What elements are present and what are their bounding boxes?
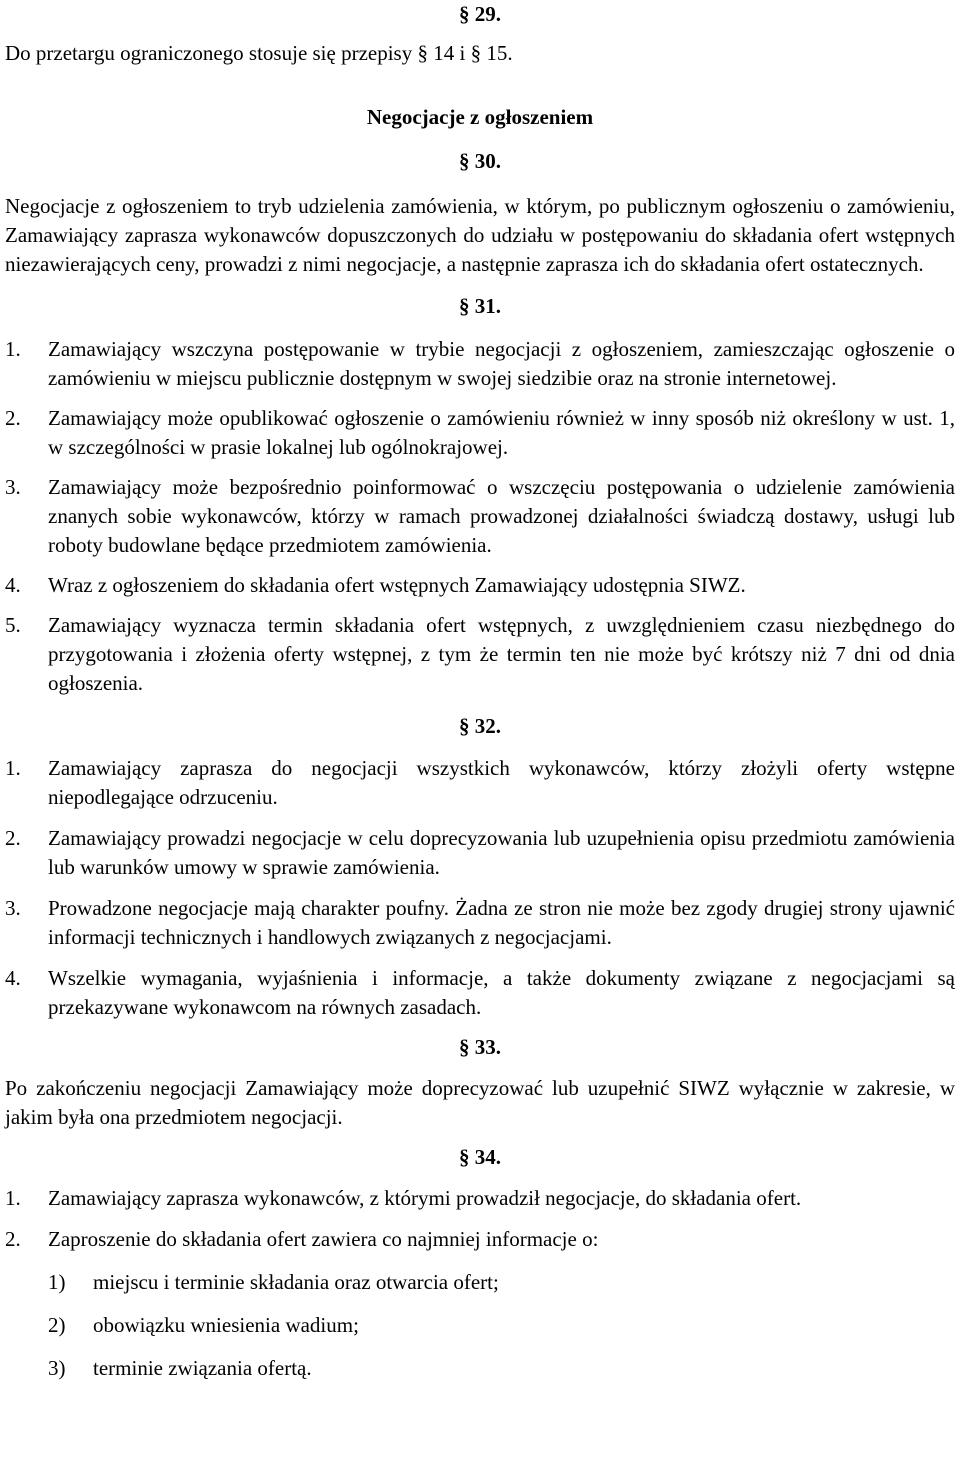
negotiations-title: Negocjacje z ogłoszeniem xyxy=(366,105,594,129)
s31-item-1-num: 1. xyxy=(5,337,21,361)
s31-item-5-num: 5. xyxy=(5,613,21,637)
s32-item-4 xyxy=(5,964,955,1022)
s32-item-3 xyxy=(5,894,955,952)
s32-item-3-text: Prowadzone negocjacje mają charakter poufny. Żadna ze stron nie może bez zgody drugiej strony ujawnić informacji technicznych i handlowych związanych z negocjacjami. xyxy=(48,896,955,949)
s32-item-4-num: 4. xyxy=(5,966,21,990)
section-heading-29: § 29. xyxy=(459,2,501,26)
s34-item-2-text: Zaproszenie do składania ofert zawiera co najmniej informacje o: xyxy=(48,1227,599,1251)
s31-item-1 xyxy=(5,335,955,393)
section-33-text: Po zakończeniu negocjacji Zamawiający może doprecyzować lub uzupełnić SIWZ wyłącznie w zakresie, w jakim była ona przedmiotem negocjacji. xyxy=(5,1076,955,1129)
section-heading-30: § 30. xyxy=(459,149,501,173)
s34-subitem-3-num: 3) xyxy=(48,1356,66,1380)
s31-item-4-num: 4. xyxy=(5,573,21,597)
s31-item-4-text: Wraz z ogłoszeniem do składania ofert wstępnych Zamawiający udostępnia SIWZ. xyxy=(48,573,746,597)
s34-item-1 xyxy=(5,1184,955,1213)
s31-item-3 xyxy=(5,473,955,560)
section-heading-34: § 34. xyxy=(459,1145,501,1169)
s31-item-3-num: 3. xyxy=(5,475,21,499)
s34-subitem-1-num: 1) xyxy=(48,1270,66,1294)
s32-item-2-num: 2. xyxy=(5,826,21,850)
s34-item-1-text: Zamawiający zaprasza wykonawców, z którymi prowadził negocjacje, do składania ofert. xyxy=(48,1186,802,1210)
s32-item-4-text: Wszelkie wymagania, wyjaśnienia i informacje, a także dokumenty związane z negocjacjami są przekazywane wykonawcom na równych zasadach. xyxy=(48,966,955,1019)
s32-item-1 xyxy=(5,754,955,812)
s32-item-2 xyxy=(5,824,955,882)
s32-item-3-num: 3. xyxy=(5,896,21,920)
s32-item-1-text: Zamawiający zaprasza do negocjacji wszystkich wykonawców, którzy złożyli oferty wstępne niepodlegające odrzuceniu. xyxy=(48,756,955,809)
document-page xyxy=(5,0,955,1383)
s34-subitem-1-text: miejscu i terminie składania oraz otwarcia ofert; xyxy=(93,1270,499,1294)
s31-item-2-text: Zamawiający może opublikować ogłoszenie o zamówieniu również w inny sposób niż określony w ust. 1, w szczególności w prasie lokalnej lub ogólnokrajowej. xyxy=(48,406,955,459)
section-29-text: Do przetargu ograniczonego stosuje się przepisy § 14 i § 15. xyxy=(5,41,513,65)
s34-subitem-3 xyxy=(5,1354,955,1383)
s31-item-5-text: Zamawiający wyznacza termin składania ofert wstępnych, z uwzględnieniem czasu niezbędnego do przygotowania i złożenia oferty wstępnej, z tym że termin ten nie może być krótszy niż 7 dni od dnia ogłoszenia. xyxy=(48,613,955,695)
s34-subitem-2 xyxy=(5,1311,955,1340)
s34-item-2-num: 2. xyxy=(5,1227,21,1251)
s31-item-2-num: 2. xyxy=(5,406,21,430)
s34-subitem-2-text: obowiązku wniesienia wadium; xyxy=(93,1313,359,1337)
s31-item-5 xyxy=(5,611,955,698)
section-heading-32: § 32. xyxy=(459,714,501,738)
s34-item-2 xyxy=(5,1225,955,1254)
s31-item-3-text: Zamawiający może bezpośrednio poinformować o wszczęciu postępowania o udzielenie zamówienia znanych sobie wykonawców, którzy w ramach prowadzonej działalności świadczą dostawy, usługi lub roboty budowlane będące przedmiotem zamówienia. xyxy=(48,475,955,557)
s34-subitem-1 xyxy=(5,1268,955,1297)
section-heading-31: § 31. xyxy=(459,294,501,318)
s31-item-4 xyxy=(5,571,955,600)
section-heading-33: § 33. xyxy=(459,1035,501,1059)
s31-item-2 xyxy=(5,404,955,462)
s32-item-1-num: 1. xyxy=(5,756,21,780)
s34-subitem-3-text: terminie związania ofertą. xyxy=(93,1356,312,1380)
s34-subitem-2-num: 2) xyxy=(48,1313,66,1337)
s34-item-1-num: 1. xyxy=(5,1186,21,1210)
s32-item-2-text: Zamawiający prowadzi negocjacje w celu doprecyzowania lub uzupełnienia opisu przedmiotu zamówienia lub warunków umowy w sprawie zamówienia. xyxy=(48,826,955,879)
section-30-text: Negocjacje z ogłoszeniem to tryb udzielenia zamówienia, w którym, po publicznym ogłoszeniu o zamówieniu, Zamawiający zaprasza wykonawców dopuszczonych do udziału w postępowaniu do składania ofert wstępnych niezawierających ceny, prowadzi z nimi negocjacje, a następnie zaprasza ich do składania ofert ostatecznych. xyxy=(5,194,955,276)
s31-item-1-text: Zamawiający wszczyna postępowanie w trybie negocjacji z ogłoszeniem, zamieszczając ogłoszenie o zamówieniu w miejscu publicznie dostępnym w swojej siedzibie oraz na stronie internetowej. xyxy=(48,337,955,390)
